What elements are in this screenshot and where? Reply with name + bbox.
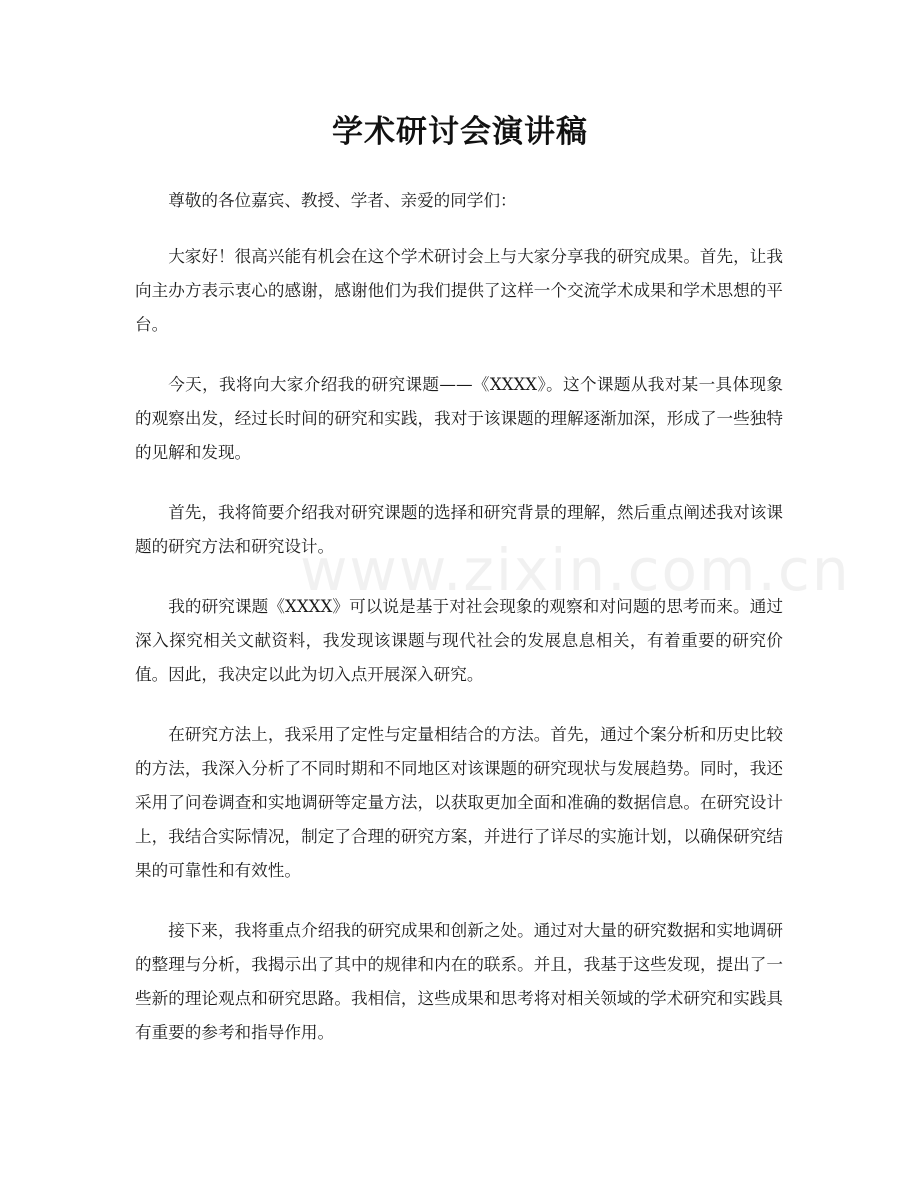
greeting-paragraph: 尊敬的各位嘉宾、教授、学者、亲爱的同学们： — [168, 191, 517, 210]
watermark: www.zixin.com.cn — [300, 536, 851, 604]
paragraph-3: 首先，我将简要介绍我对研究课题的选择和研究背景的理解，然后重点阐述我对该课题的研究方法和研究设计。 — [135, 503, 783, 556]
paragraph-2: 今天，我将向大家介绍我的研究课题——《XXXX》。这个课题从我对某一具体现象的观察出发，经过长时间的研究和实践，我对于该课题的理解逐渐加深，形成了一些独特的见解和发现。 — [135, 375, 783, 462]
paragraph-4: 我的研究课题《XXXX》可以说是基于对社会现象的观察和对问题的思考而来。通过深入探究相关文献资料，我发现该课题与现代社会的发展息息相关，有着重要的研究价值。因此，我决定以此为切入点开展深入研究。 — [135, 597, 783, 684]
paragraph-6: 接下来，我将重点介绍我的研究成果和创新之处。通过对大量的研究数据和实地调研的整理与分析，我揭示出了其中的规律和内在的联系。并且，我基于这些发现，提出了一些新的理论观点和研究思路。我相信，这些成果和思考将对相关领域的学术研究和实践具有重要的参考和指导作用。 — [135, 921, 783, 1042]
page-title: 学术研讨会演讲稿 — [332, 114, 588, 150]
paragraph-5: 在研究方法上，我采用了定性与定量相结合的方法。首先，通过个案分析和历史比较的方法，我深入分析了不同时期和不同地区对该课题的研究现状与发展趋势。同时，我还采用了问卷调查和实地调研等定量方法，以获取更加全面和准确的数据信息。在研究设计上，我结合实际情况，制定了合理的研究方案，并进行了详尽的实施计划，以确保研究结果的可靠性和有效性。 — [135, 725, 783, 880]
document-body — [135, 184, 851, 1076]
paragraph-1: 大家好！很高兴能有机会在这个学术研讨会上与大家分享我的研究成果。首先，让我向主办方表示衷心的感谢，感谢他们为我们提供了这样一个交流学术成果和学术思想的平台。 — [135, 247, 783, 334]
